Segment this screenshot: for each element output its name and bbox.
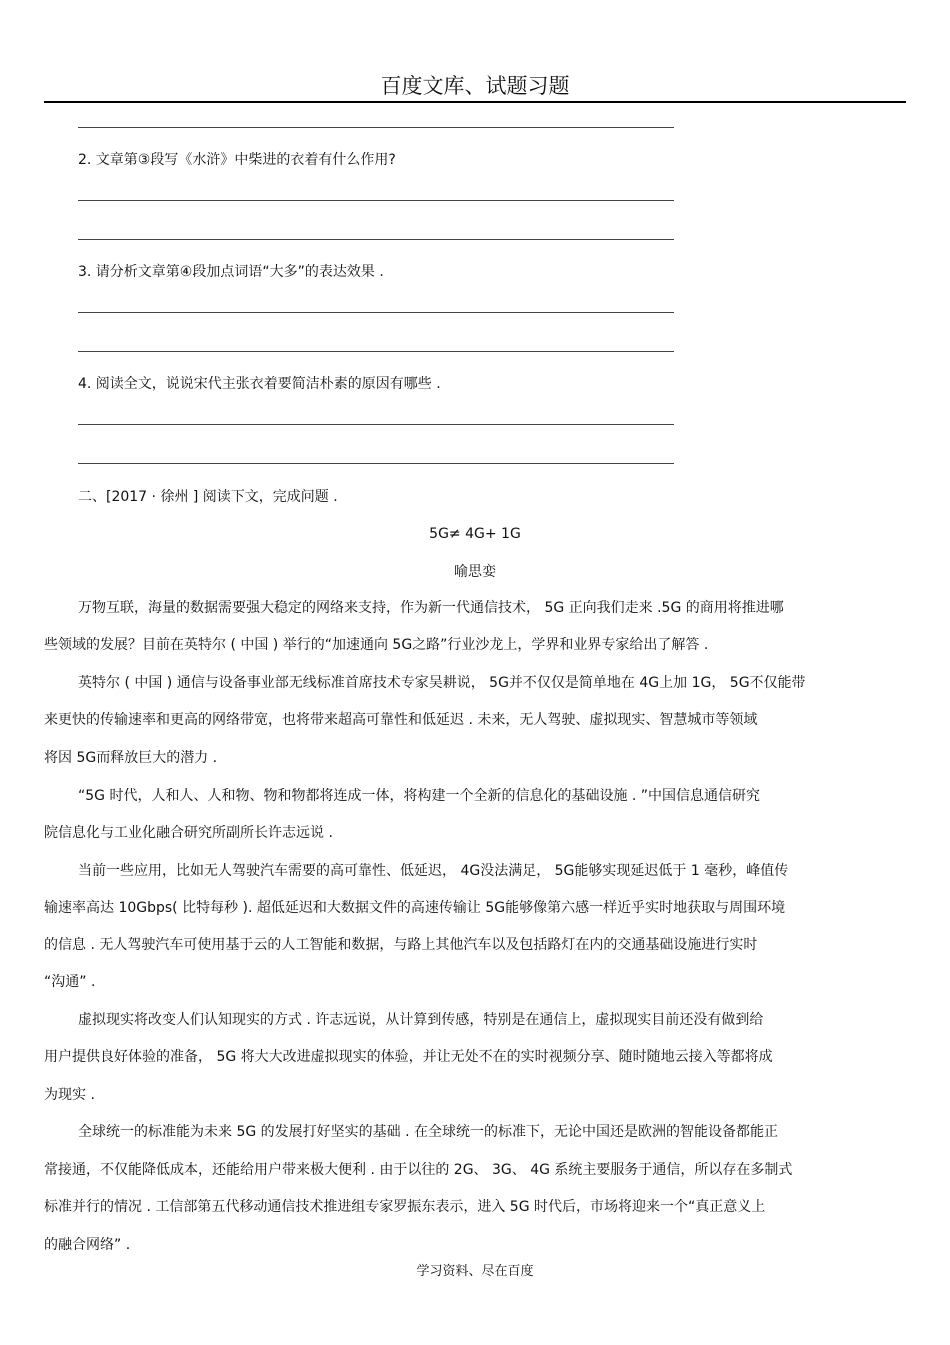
paragraph-line: 的信息 . 无人驾驶汽车可使用基于云的人工智能和数据，与路上其他汽车以及包括路灯在内的交通基础设施进行实时 [44,937,758,953]
paragraph-line: 的融合网络” . [44,1237,131,1253]
article-title: 5G≠ 4G+ 1G [429,526,521,542]
paragraph-line: 些领域的发展？目前在英特尔 ( 中国 ) 举行的“加速通向 5G之路”行业沙龙上，学界和业界专家给出了解答 . [44,637,709,653]
answer-line [78,200,674,201]
paragraph-line: 标准并行的情况 . 工信部第五代移动通信技术推进组专家罗振东表示，进入 5G 时代后，市场将迎来一个“真正意义上 [44,1199,766,1215]
paragraph-line: 输速率高达 10Gbps( 比特每秒 ). 超低延迟和大数据文件的高速传输让 5G能够像第六感一样近乎实时地获取与周围环境 [44,900,786,916]
answer-line [78,351,674,352]
paragraph-line: 全球统一的标准能为未来 5G 的发展打好坚实的基础 . 在全球统一的标准下，无论中国还是欧洲的智能设备都能正 [78,1124,779,1140]
paragraph-line: 为现实 . [44,1087,95,1103]
answer-line [78,127,674,128]
answer-line [78,239,674,240]
question-2: 2. 文章第③段写《水浒》中柴进的衣着有什么作用? [78,152,396,168]
paragraph-line: 虚拟现实将改变人们认知现实的方式 . 许志远说，从计算到传感，特别是在通信上，虚拟现实目前还没有做到给 [78,1012,764,1028]
paragraph-line: “5G 时代，人和人、人和物、物和物都将连成一体，将构建一个全新的信息化的基础设施 . ”中国信息通信研究 [78,788,761,804]
paragraph-line: 将因 5G而释放巨大的潜力 . [44,750,218,766]
page-title: 百度文库、试题习题 [380,74,570,98]
paragraph-line: 用户提供良好体验的准备， 5G 将大大改进虚拟现实的体验，并让无处不在的实时视频分享、随时随地云接入等都将成 [44,1049,773,1065]
question-3: 3. 请分析文章第④段加点词语“大多”的表达效果 . [78,264,384,280]
page-footer: 学习资料、尽在百度 [416,1264,534,1279]
article-author: 喻思娈 [454,564,496,580]
section-intro: 二、[2017 · 徐州 ] 阅读下文，完成问题 . [78,489,338,505]
paragraph-line: 当前一些应用，比如无人驾驶汽车需要的高可靠性、低延迟， 4G没法满足， 5G能够实现延迟低于 1 毫秒，峰值传 [78,863,789,879]
question-4: 4. 阅读全文，说说宋代主张衣着要简洁朴素的原因有哪些 . [78,376,441,392]
answer-line [78,463,674,464]
answer-line [78,312,674,313]
paragraph-line: 来更快的传输速率和更高的网络带宽，也将带来超高可靠性和低延迟 . 未来，无人驾驶、虚拟现实、智慧城市等领域 [44,712,758,728]
paragraph-line: 英特尔 ( 中国 ) 通信与设备事业部无线标准首席技术专家吴耕说， 5G并不仅仅是简单地在 4G上加 1G， 5G不仅能带 [78,675,806,691]
paragraph-line: 万物互联，海量的数据需要强大稳定的网络来支持，作为新一代通信技术， 5G 正向我们走来 .5G 的商用将推进哪 [78,600,784,616]
paragraph-line: “沟通” . [44,974,96,990]
paragraph-line: 院信息化与工业化融合研究所副所长许志远说 . [44,825,333,841]
paragraph-line: 常接通，不仅能降低成本，还能给用户带来极大便利 . 由于以往的 2G、 3G、 4G 系统主要服务于通信，所以存在多制式 [44,1162,793,1178]
answer-line [78,424,674,425]
header-divider [44,101,906,103]
